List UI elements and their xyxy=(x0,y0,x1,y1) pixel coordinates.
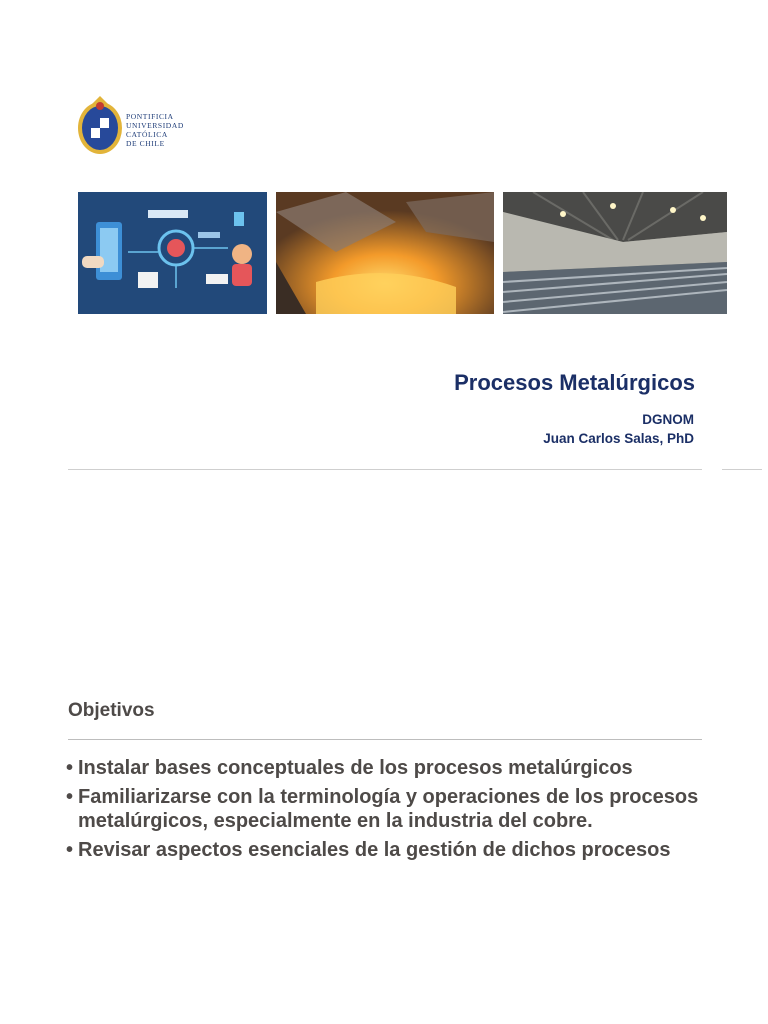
logo-text xyxy=(126,112,184,148)
objective-item: • Revisar aspectos esenciales de la gestión de dichos procesos xyxy=(66,838,726,862)
objectives-heading: Objetivos xyxy=(68,700,155,721)
university-crest-icon xyxy=(76,94,124,156)
logo-line: CATÓLICA xyxy=(126,130,168,139)
organization-label: DGNOM xyxy=(642,412,694,427)
title-divider xyxy=(68,469,702,470)
presentation-title: Procesos Metalúrgicos xyxy=(454,370,695,395)
electrorefining-plant-photo xyxy=(503,192,727,314)
molten-metal-photo xyxy=(276,192,494,314)
objective-item: • Instalar bases conceptuales de los procesos metalúrgicos xyxy=(66,756,726,780)
objectives-divider xyxy=(68,739,702,740)
objectives-list xyxy=(66,756,726,867)
objective-item: • Familiarizarse con la terminología y operaciones de los procesos metalúrgicos, especialmente en la industria del cobre. xyxy=(66,785,726,833)
title-divider-right xyxy=(722,469,762,470)
smart-industry-illustration xyxy=(78,192,267,314)
logo-line: DE CHILE xyxy=(126,139,165,148)
author-name: Juan Carlos Salas, PhD xyxy=(543,431,694,446)
logo-line: UNIVERSIDAD xyxy=(126,121,184,130)
logo-line: PONTIFICIA xyxy=(126,112,174,121)
university-logo xyxy=(76,94,186,156)
